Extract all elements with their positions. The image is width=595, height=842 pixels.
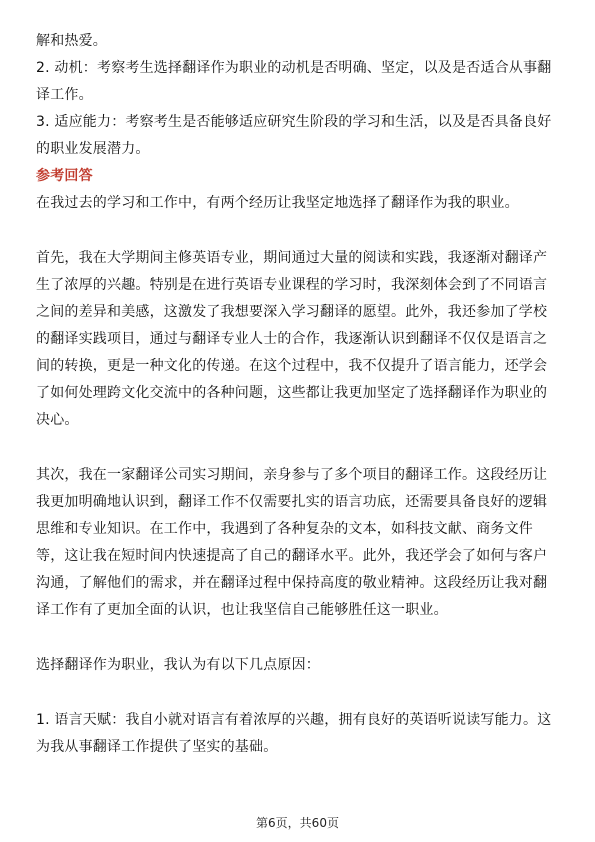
intro-line: 解和热爱。 (36, 33, 107, 49)
paragraph-spacer (36, 679, 560, 707)
para2-line: 等，这让我在短时间内快速提高了自己的翻译水平。此外，我还学会了如何与客户 (36, 548, 548, 564)
para1-line: 间的转换，更是一种文化的传递。在这个过程中，我不仅提升了语言能力，还学会 (36, 358, 548, 374)
reason-1-line-1: 1. 语言天赋：我自小就对语言有着浓厚的兴趣，拥有良好的英语听说读写能力。这 (36, 712, 552, 728)
para2-line: 沟通，了解他们的需求，并在翻译过程中保持高度的敬业精神。这段经历让我对翻 (36, 575, 548, 591)
answer-heading: 参考回答 (36, 168, 93, 184)
answer-opening: 在我过去的学习和工作中，有两个经历让我坚定地选择了翻译作为我的职业。 (36, 195, 519, 211)
para1-line: 决心。 (36, 412, 79, 428)
criterion-3-line-1: 3. 适应能力：考察考生是否能够适应研究生阶段的学习和生活，以及是否具备良好 (36, 114, 552, 130)
para1-line: 生了浓厚的兴趣。特别是在进行英语专业课程的学习时，我深刻体会到了不同语言 (36, 277, 548, 293)
document-page (36, 28, 560, 761)
criterion-2-line-2: 译工作。 (36, 87, 93, 103)
criterion-3-line-2: 的职业发展潜力。 (36, 141, 150, 157)
para1-line: 首先，我在大学期间主修英语专业，期间通过大量的阅读和实践，我逐渐对翻译产 (36, 250, 548, 266)
criterion-2-line-1: 2. 动机：考察考生选择翻译作为职业的动机是否明确、坚定，以及是否适合从事翻 (36, 60, 552, 76)
para1-line: 了如何处理跨文化交流中的各种问题，这些都让我更加坚定了选择翻译作为职业的 (36, 385, 548, 401)
paragraph-spacer (36, 624, 560, 652)
reason-1-line-2: 为我从事翻译工作提供了坚实的基础。 (36, 739, 278, 755)
para2-line: 思维和专业知识。在工作中，我遇到了各种复杂的文本，如科技文献、商务文件 (36, 521, 533, 537)
para1-line: 之间的差异和美感，这激发了我想要深入学习翻译的愿望。此外，我还参加了学校 (36, 304, 548, 320)
para2-line: 译工作有了更加全面的认识，也让我坚信自己能够胜任这一职业。 (36, 602, 448, 618)
reasons-intro: 选择翻译作为职业，我认为有以下几点原因： (36, 657, 320, 673)
paragraph-spacer (36, 434, 560, 462)
para1-line: 的翻译实践项目，通过与翻译专业人士的合作，我逐渐认识到翻译不仅仅是语言之 (36, 331, 548, 347)
page-number-footer: 第6页，共60页 (256, 816, 339, 830)
para2-line: 其次，我在一家翻译公司实习期间，亲身参与了多个项目的翻译工作。这段经历让 (36, 467, 548, 483)
paragraph-spacer (36, 217, 560, 245)
para2-line: 我更加明确地认识到，翻译工作不仅需要扎实的语言功底，还需要具备良好的逻辑 (36, 494, 548, 510)
